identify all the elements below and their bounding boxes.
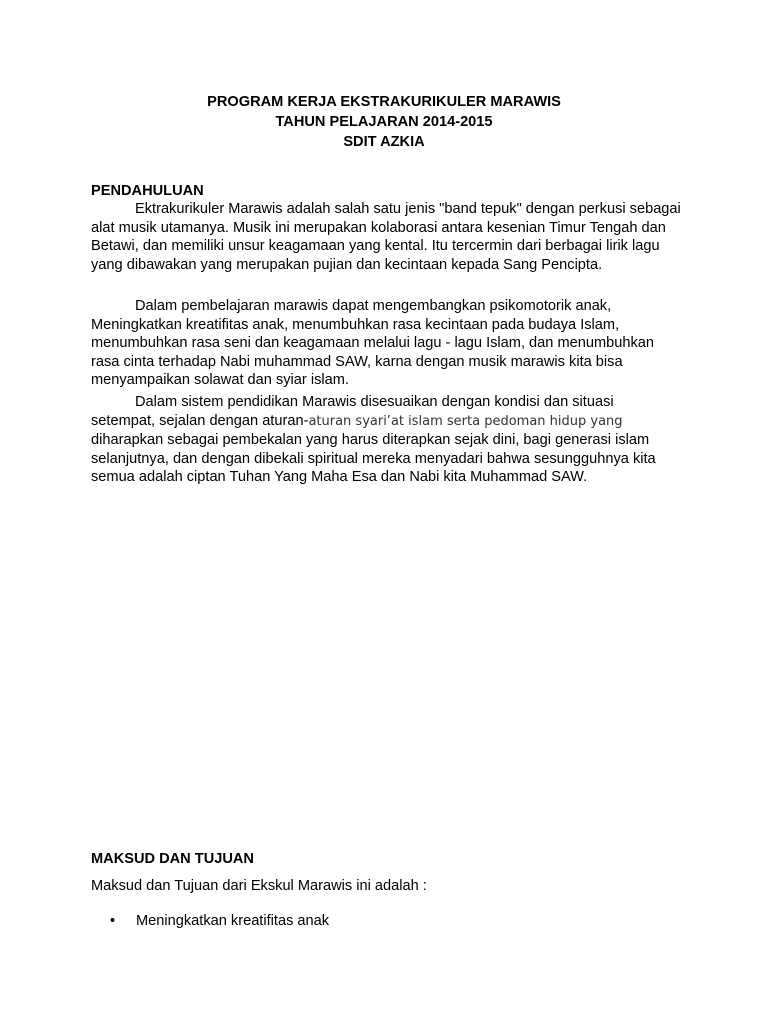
heading-pendahuluan: PENDAHULUAN bbox=[91, 183, 204, 199]
paragraph-intro-1: Ektrakurikuler Marawis adalah salah satu jenis "band tepuk" dengan perkusi sebagai alat musik utamanya. Musik ini merupakan kolaborasi antara kesenian Timur Tengah dan Betawi, dan memiliki unsur keagamaan yang kental. Itu tercermin dari berbagai lirik lagu yang dibawakan yang merupakan pujian dan kecintaan kepada Sang Pencipta. bbox=[91, 201, 681, 273]
paragraph-intro-2: Dalam pembelajaran marawis dapat mengembangkan psikomotorik anak, Meningkatkan kreatifitas anak, menumbuhkan rasa kecintaan pada budaya Islam, menumbuhkan rasa seni dan keagamaan melalui lagu - lagu Islam, dan menumbuhkan rasa cinta terhadap Nabi muhammad SAW, karna dengan musik marawis kita bisa menyampaikan solawat dan syiar islam. bbox=[91, 298, 655, 389]
paragraph-intro-3-part3: diharapkan sebagai pembekalan yang harus diterapkan sejak dini, bagi generasi islam selanjutnya, dan dengan dibekali spiritual mereka menyadari bahwa sesungguhnya kita semua adalah ciptan Tuhan Yang Maha Esa dan Nabi kita Muhammad SAW. bbox=[91, 432, 656, 486]
maksud-bullet-list bbox=[91, 911, 329, 931]
maksud-intro-text: Maksud dan Tujuan dari Ekskul Marawis ini adalah : bbox=[91, 878, 427, 894]
bullet-icon: • bbox=[110, 913, 116, 929]
paragraph-intro-3-part2: aturan syari’at islam serta pedoman hidup yang bbox=[308, 413, 623, 429]
title-line-year: TAHUN PELAJARAN 2014-2015 bbox=[275, 114, 493, 130]
heading-maksud-tujuan: MAKSUD DAN TUJUAN bbox=[91, 851, 254, 867]
title-line-school: SDIT AZKIA bbox=[343, 134, 425, 150]
list-item-text: Meningkatkan kreatifitas anak bbox=[136, 913, 330, 929]
list-item bbox=[91, 911, 329, 931]
paragraph-intro-3 bbox=[91, 393, 681, 487]
title-line-program: PROGRAM KERJA EKSTRAKURIKULER MARAWIS bbox=[207, 94, 561, 110]
document-title bbox=[0, 92, 768, 152]
paragraph-intro-3-part1: Dalam sistem pendidikan Marawis disesuaikan dengan kondisi dan situasi setempat, sejalan dengan aturan- bbox=[91, 394, 614, 429]
